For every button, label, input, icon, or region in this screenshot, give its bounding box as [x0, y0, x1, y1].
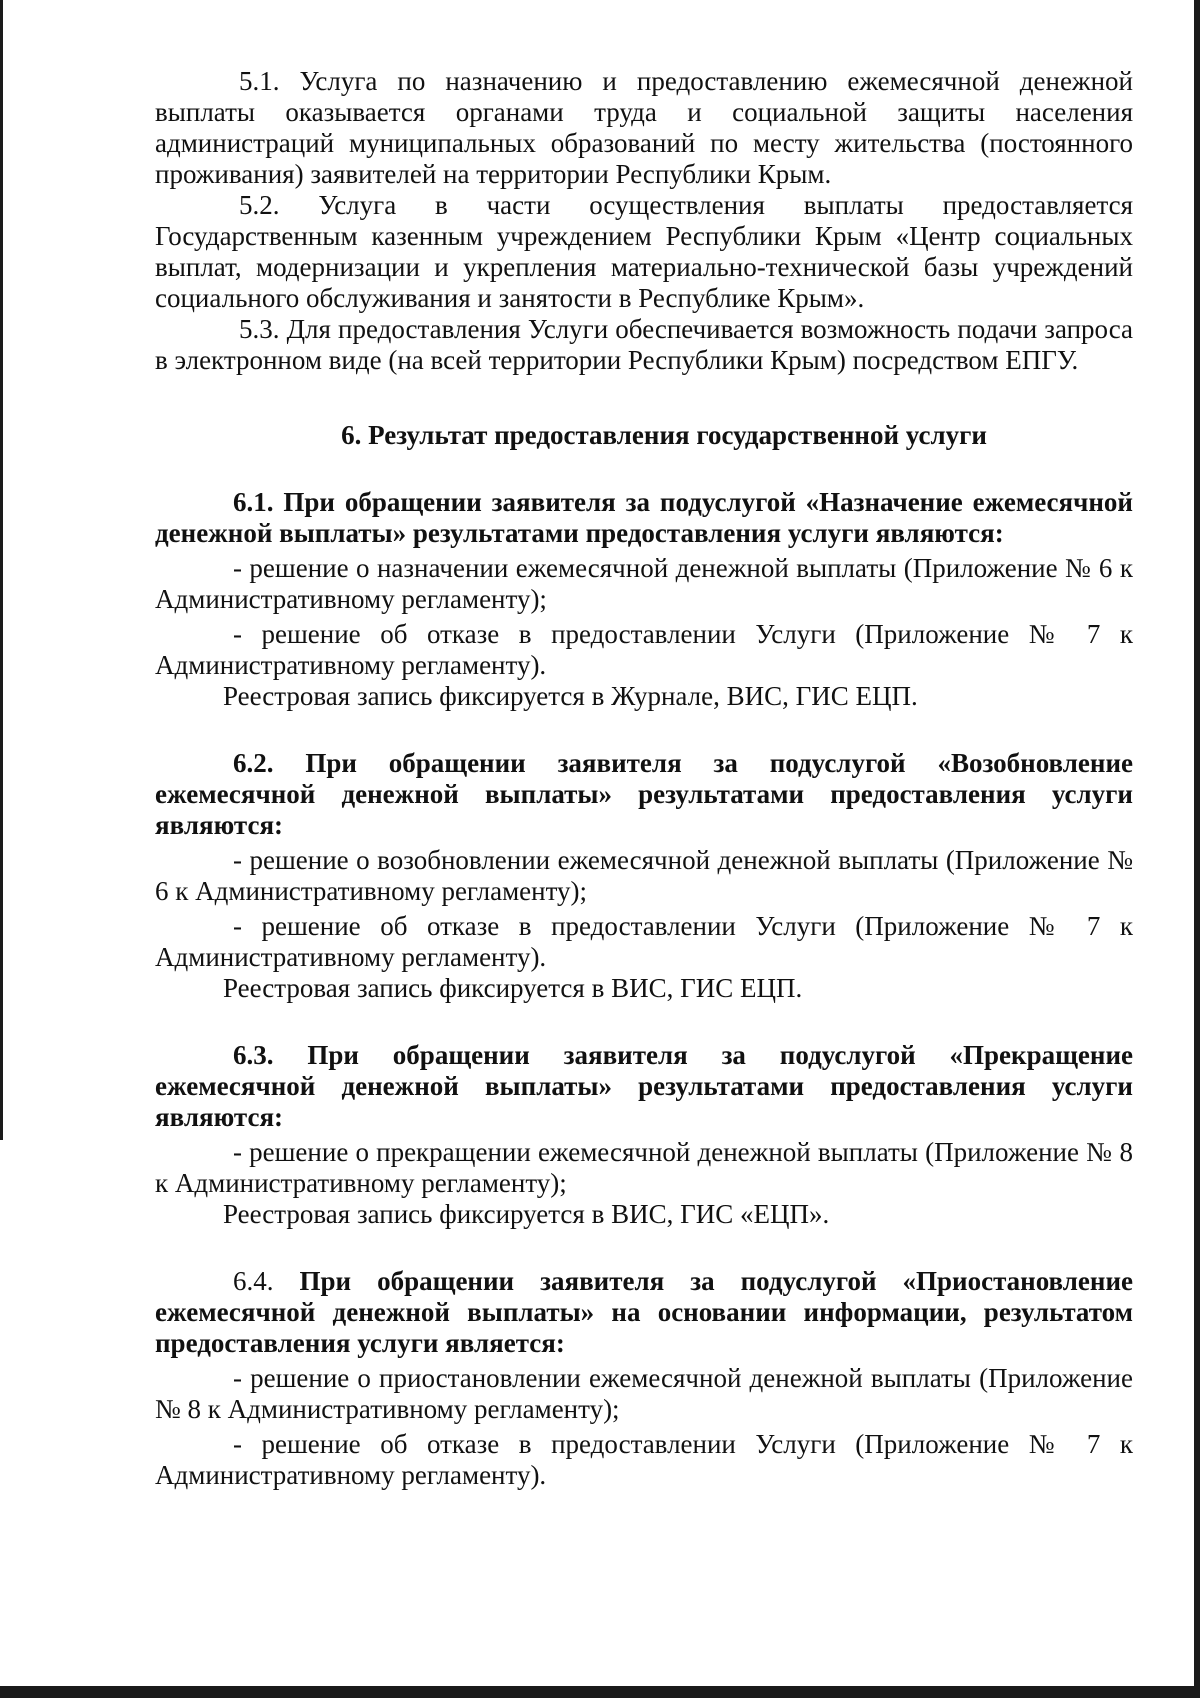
section-6-heading: 6. Результат предоставления государственной услуги [341, 420, 987, 450]
section-6-4-title: При обращении заявителя за подуслугой «Приостановление ежемесячной денежной выплаты» на основании информации, результатом предоставления услуги является: [155, 1266, 1134, 1358]
section-6-2-title: 6.2. При обращении заявителя за подуслугой «Возобновление ежемесячной денежной выплаты» результатами предоставления услуги являются: [155, 748, 1133, 840]
section-6-1-note: Реестровая запись фиксируется в Журнале, ВИС, ГИС ЕЦП. [223, 681, 918, 711]
paragraph-5-1: 5.1. Услуга по назначению и предоставлению ежемесячной денежной выплаты оказывается органами труда и социальной защиты населения администраций муниципальных образований по месту жительства (постоянного проживания) заявителей на территории Республики Крым. [155, 66, 1133, 189]
section-6-3-title: 6.3. При обращении заявителя за подуслугой «Прекращение ежемесячной денежной выплаты» результатами предоставления услуги являются: [155, 1040, 1133, 1132]
section-6-1-item-2: - решение об отказе в предоставлении Услуги (Приложение № 7 к Административному регламенту). [155, 619, 1133, 680]
section-6-2-note: Реестровая запись фиксируется в ВИС, ГИС ЕЦП. [223, 973, 803, 1003]
section-6-3-item-1: - решение о прекращении ежемесячной денежной выплаты (Приложение № 8 к Административному регламенту); [155, 1137, 1133, 1198]
paragraph-5-2: 5.2. Услуга в части осуществления выплаты предоставляется Государственным казенным учреждением Республики Крым «Центр социальных выплат, модернизации и укрепления материально-технической базы учреждений социального обслуживания и занятости в Республике Крым». [155, 190, 1133, 313]
paragraph-5-3: 5.3. Для предоставления Услуги обеспечивается возможность подачи запроса в электронном виде (на всей территории Республики Крым) посредством ЕПГУ. [155, 314, 1133, 375]
section-6-3 [155, 1040, 1133, 1230]
scan-border-bottom [0, 1686, 1200, 1698]
scan-border-right [1194, 0, 1200, 1698]
section-6-1 [155, 487, 1133, 712]
section-6-1-title: 6.1. При обращении заявителя за подуслугой «Назначение ежемесячной денежной выплаты» результатами предоставления услуги являются: [155, 487, 1133, 548]
section-6-4-title-paragraph [155, 1266, 1133, 1359]
section-6-2-item-2: - решение об отказе в предоставлении Услуги (Приложение № 7 к Административному регламенту). [155, 911, 1133, 972]
section-6-1-item-1: - решение о назначении ежемесячной денежной выплаты (Приложение № 6 к Административному регламенту); [155, 553, 1133, 614]
scan-border-left [0, 0, 3, 1140]
section-6-4-item-1: - решение о приостановлении ежемесячной денежной выплаты (Приложение № 8 к Административному регламенту); [155, 1363, 1133, 1424]
section-6-4-number: 6.4. [233, 1266, 274, 1296]
document-page [155, 66, 1133, 1491]
section-6-4 [155, 1266, 1133, 1491]
section-6-4-item-2: - решение об отказе в предоставлении Услуги (Приложение № 7 к Административному регламенту). [155, 1429, 1133, 1490]
section-6-2 [155, 748, 1133, 1004]
section-6-2-item-1: - решение о возобновлении ежемесячной денежной выплаты (Приложение № 6 к Административному регламенту); [155, 845, 1133, 906]
section-6-3-note: Реестровая запись фиксируется в ВИС, ГИС «ЕЦП». [223, 1199, 830, 1229]
